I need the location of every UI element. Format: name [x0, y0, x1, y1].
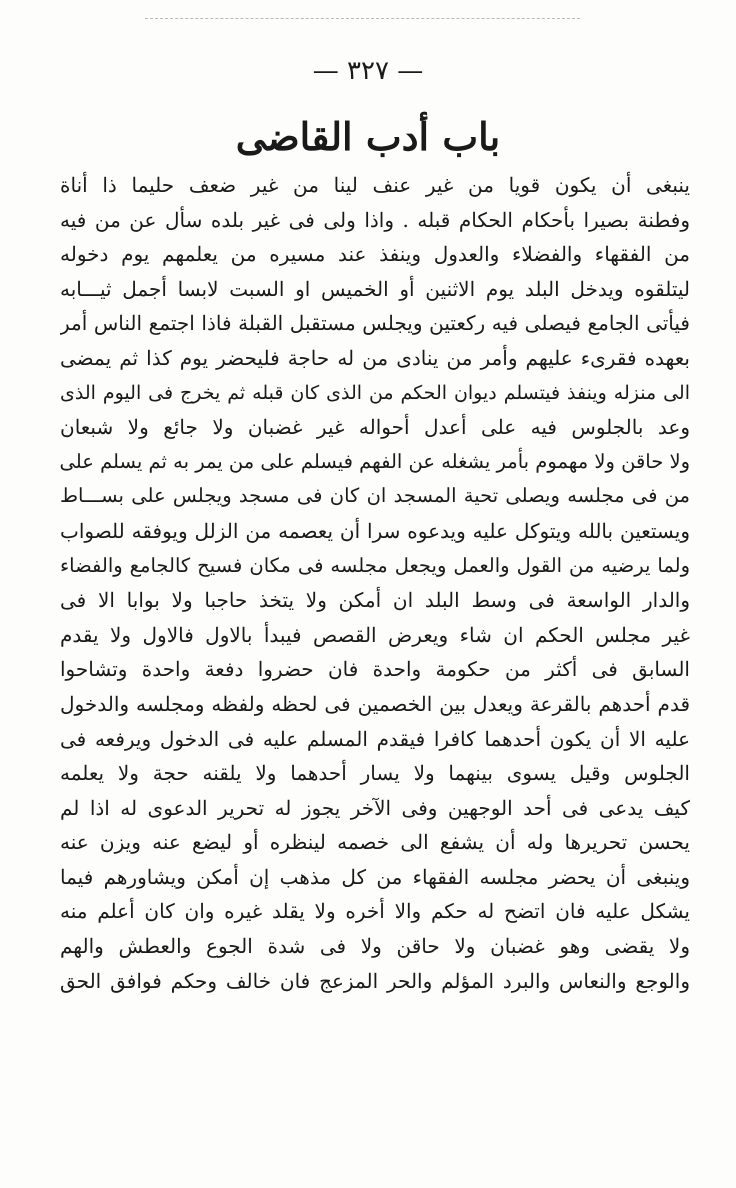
text-line: وفطنة بصيرا بأحكام الحكام قبله . واذا ولى فى غير بلده سأل عن من فيه	[60, 207, 690, 232]
text-line: والدار الواسعة فى وسط البلد ان أمكن ولا يتخذ حاجبا ولا بوابا الا فى	[60, 588, 690, 613]
text-line: ويستعين بالله ويتوكل عليه ويدعوه سرا أن يعصمه من الزلل ويوفقه للصواب	[60, 518, 690, 543]
text-line: ليتلقوه ويدخل البلد يوم الاثنين أو الخميس او السبت لابسا أجمل ثيـــابه	[60, 276, 690, 301]
text-line: غير مجلس الحكم ان شاء ويعرض القصص فيبدأ بالاول فالاول ولا يقدم	[60, 622, 690, 647]
text-line: الجلوس وقيل يسوى بينهما ولا يسار أحدهما ولا يلقنه حجة ولا يعلمه	[60, 761, 690, 786]
text-line: يحسن تحريرها وله أن يشفع الى خصمه لينظره أو ليضع عنه ويزن عنه	[60, 830, 690, 855]
text-line: كيف يدعى فى أحد الوجهين وفى الآخر يجوز له تحرير الدعوى له اذا لم	[60, 795, 690, 820]
text-line: من الفقهاء والفضلاء والعدول وينفذ عند مسيره من يعلمهم يوم دخوله	[60, 242, 690, 267]
top-rule	[145, 18, 580, 19]
text-line: وينبغى أن يحضر مجلسه الفقهاء من كل مذهب إن أمكن ويشاورهم فيما	[60, 864, 690, 889]
text-line: ولما يرضيه من القول والعمل ويجعل مجلسه فى مكان فسيح كالجامع والفضاء	[60, 553, 690, 577]
text-line: ينبغى أن يكون قويا من غير عنف لينا من غير ضعف حليما ذا أناة	[60, 173, 690, 197]
text-line: ولا حاقن ولا مهموم بأمر يشغله عن الفهم فيسلم على من يمر به ثم يسلم على	[60, 449, 690, 473]
text-line: فيأتى الجامع فيصلى فيه ركعتين ويجلس مستقبل القبلة فاذا اجتمع الناس أمر	[60, 311, 690, 336]
text-line: وعد بالجلوس فيه على أعدل أحواله غير غضبان ولا جائع ولا شبعان	[60, 415, 690, 440]
text-line: قدم أحدهم بالقرعة ويعدل بين الخصمين فى لحظه ولفظه ومجلسه والدخول	[60, 691, 690, 716]
text-line: عليه الا أن يكون أحدهما كافرا فيقدم المسلم عليه فى الدخول ويرفعه فى	[60, 726, 690, 751]
text-line: يشكل عليه فان اتضح له حكم والا أخره ولا يقلد غيره وان كان أعلم منه	[60, 899, 690, 924]
text-line: ولا يقضى وهو غضبان ولا حاقن ولا فى شدة الجوع والعطش والهم	[60, 934, 690, 959]
body-text	[60, 168, 690, 998]
text-line: والوجع والنعاس والبرد المؤلم والحر المزعج فان خالف وحكم فوافق الحق	[60, 968, 690, 993]
text-line: السابق فى أكثر من حكومة واحدة فان حضروا دفعة واحدة وتشاحوا	[60, 657, 690, 682]
text-line: من فى مجلسه ويصلى تحية المسجد ان كان فى مسجد ويجلس على بســـاط	[60, 484, 690, 508]
page-number: — ٣٢٧ —	[312, 56, 424, 86]
text-line: بعهده فقرىء عليهم وأمر من ينادى من له حاجة فليحضر يوم كذا ثم يمضى	[60, 345, 690, 370]
text-line: الى منزله وينفذ فيتسلم ديوان الحكم من الذى كان قبله ثم يخرج فى اليوم الذى	[60, 381, 690, 404]
chapter-title: باب أدب القاضى	[235, 114, 501, 159]
